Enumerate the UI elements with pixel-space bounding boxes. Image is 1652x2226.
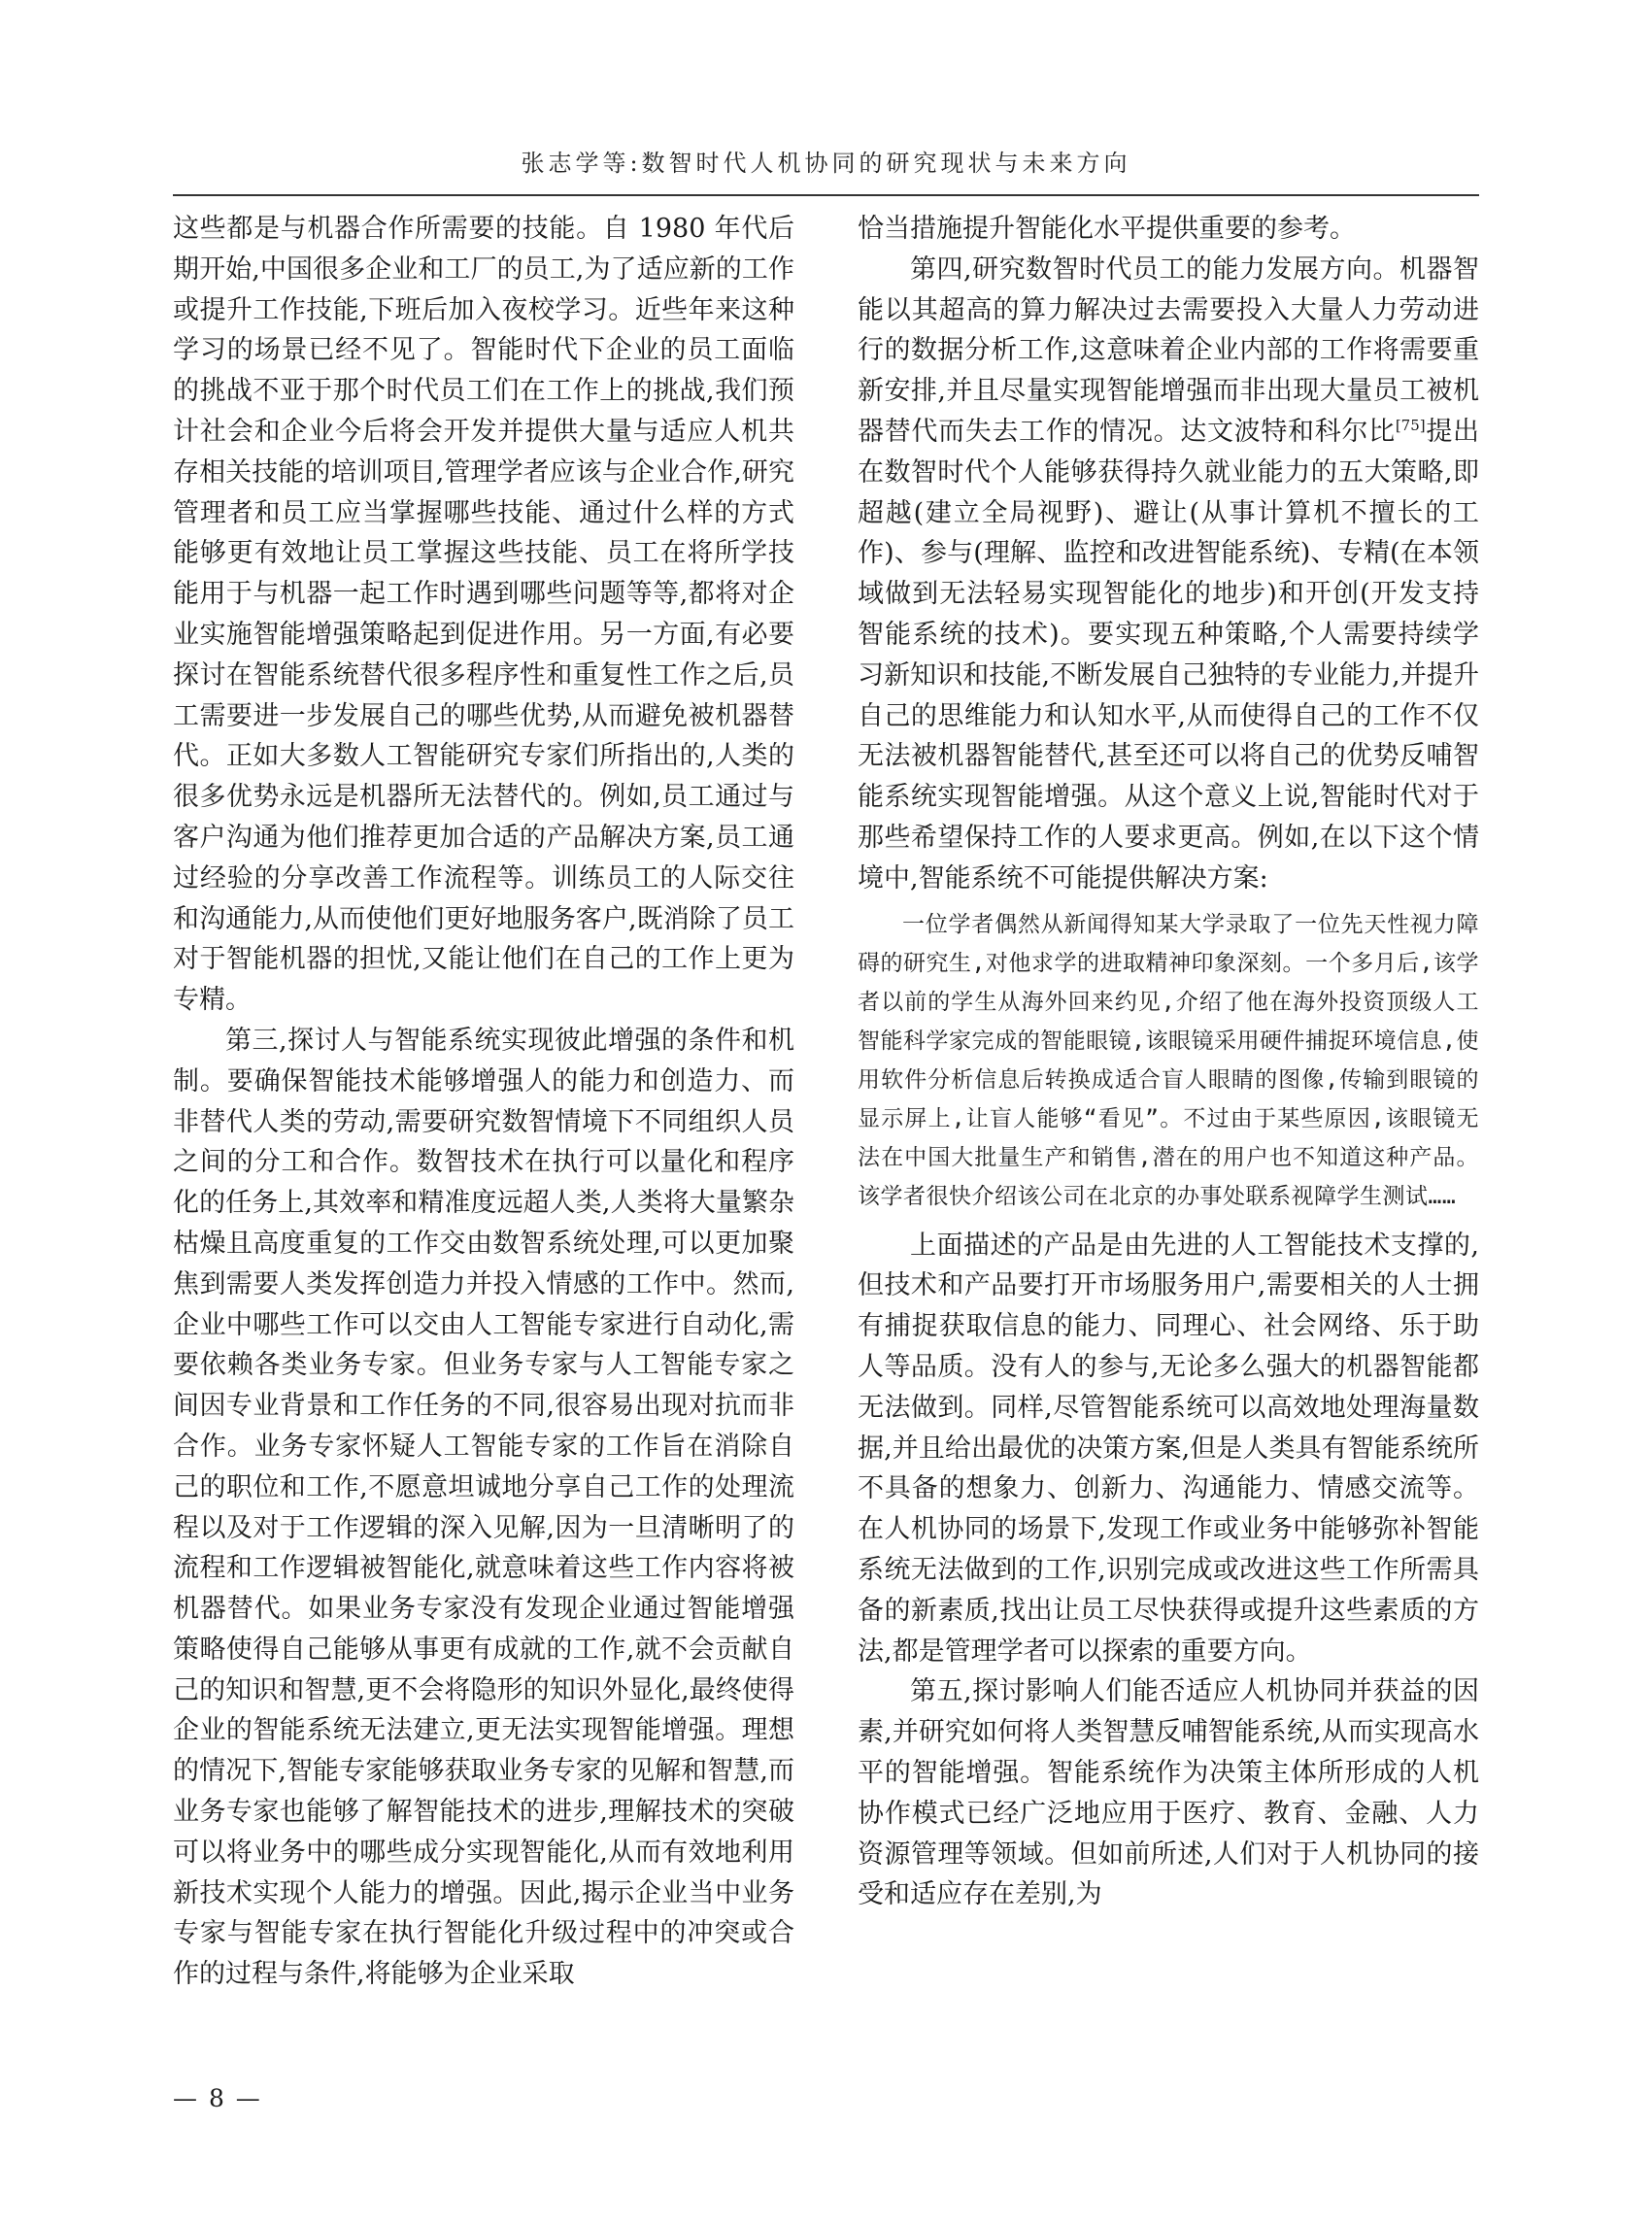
right-paragraph-2-text-a: 第四,研究数智时代员工的能力发展方向。机器智能以其超高的算力解决过去需要投入大量人力劳动进行的数据分析工作,这意味着企业内部的工作将需要重新安排,并且尽量实现智能增强而非出现大量员工被机器替代而失去工作的情况。达文波特和科尔比 — [858, 253, 1479, 447]
right-paragraph-3: 上面描述的产品是由先进的人工智能技术支撑的,但技术和产品要打开市场服务用户,需要相关的人士拥有捕捉获取信息的能力、同理心、社会网络、乐于助人等品质。没有人的参与,无论多么强大的机器智能都无法做到。同样,尽管智能系统可以高效地处理海量数据,并且给出最优的决策方案,但是人类具有智能系统所不具备的想象力、创新力、沟通能力、情感交流等。在人机协同的场景下,发现工作或业务中能够弥补智能系统无法做到的工作,识别完成或改进这些工作所需具备的新素质,找出让员工尽快获得或提升这些素质的方法,都是管理学者可以探索的重要方向。 — [858, 1230, 1479, 1667]
page-number: — 8 — — [173, 2084, 262, 2112]
right-paragraph-2-text-b: 提出在数智时代个人能够获得持久就业能力的五大策略,即超越(建立全局视野)、避让(从事计算机不擅长的工作)、参与(理解、监控和改进智能系统)、专精(在本领域做到无法轻易实现智能化的地步)和开创(开发支持智能系统的技术)。要实现五种策略,个人需要持续学习新知识和技能,不断发展自己独特的专业能力,并提升自己的思维能力和认知水平,从而使得自己的工作不仅无法被机器智能替代,甚至还可以将自己的优势反哺智能系统实现智能增强。从这个意义上说,智能时代对于那些希望保持工作的人要求更高。例如,在以下这个情境中,智能系统不可能提供解决方案: — [858, 416, 1479, 894]
right-paragraph-1: 恰当措施提升智能化水平提供重要的参考。 — [858, 214, 1356, 244]
right-paragraph-2 — [858, 250, 1479, 899]
left-paragraph-2: 第三,探讨人与智能系统实现彼此增强的条件和机制。要确保智能技术能够增强人的能力和创造力、而非替代人类的劳动,需要研究数智情境下不同组织人员之间的分工和合作。数智技术在执行可以量化和程序化的任务上,其效率和精准度远超人类,人类将大量繁杂枯燥且高度重复的工作交由数智系统处理,可以更加聚焦到需要人类发挥创造力并投入情感的工作中。然而,企业中哪些工作可以交由人工智能专家进行自动化,需要依赖各类业务专家。但业务专家与人工智能专家之间因专业背景和工作任务的不同,很容易出现对抗而非合作。业务专家怀疑人工智能专家的工作旨在消除自己的职位和工作,不愿意坦诚地分享自己工作的处理流程以及对于工作逻辑的深入见解,因为一旦清晰明了的流程和工作逻辑被智能化,就意味着这些工作内容将被机器替代。如果业务专家没有发现企业通过智能增强策略使得自己能够从事更有成就的工作,就不会贡献自己的知识和智慧,更不会将隐形的知识外显化,最终使得企业的智能系统无法建立,更无法实现智能增强。理想的情况下,智能专家能够获取业务专家的见解和智慧,而业务专家也能够了解智能技术的进步,理解技术的突破可以将业务中的哪些成分实现智能化,从而有效地利用新技术实现个人能力的增强。因此,揭示企业当中业务专家与智能专家在执行智能化升级过程中的冲突或合作的过程与条件,将能够为企业采取 — [173, 1025, 794, 1990]
citation-75: [75] — [1395, 416, 1426, 434]
running-header: 张志学等:数智时代人机协同的研究现状与未来方向 — [521, 150, 1131, 177]
header-rule — [173, 194, 1479, 196]
left-paragraph-1: 这些都是与机器合作所需要的技能。自 1980 年代后期开始,中国很多企业和工厂的员工,为了适应新的工作或提升工作技能,下班后加入夜校学习。近些年来这种学习的场景已经不见了。智能时代下企业的员工面临的挑战不亚于那个时代员工们在工作上的挑战,我们预计社会和企业今后将会开发并提供大量与适应人机共存相关技能的培训项目,管理学者应该与企业合作,研究管理者和员工应当掌握哪些技能、通过什么样的方式能够更有效地让员工掌握这些技能、员工在将所学技能用于与机器一起工作时遇到哪些问题等等,都将对企业实施智能增强策略起到促进作用。另一方面,有必要探讨在智能系统替代很多程序性和重复性工作之后,员工需要进一步发展自己的哪些优势,从而避免被机器替代。正如大多数人工智能研究专家们所指出的,人类的很多优势永远是机器所无法替代的。例如,员工通过与客户沟通为他们推荐更加合适的产品解决方案,员工通过经验的分享改善工作流程等。训练员工的人际交往和沟通能力,从而使他们更好地服务客户,既消除了员工对于智能机器的担忧,又能让他们在自己的工作上更为专精。 — [173, 214, 794, 1016]
right-paragraph-4: 第五,探讨影响人们能否适应人机协同并获益的因素,并研究如何将人类智慧反哺智能系统,从而实现高水平的智能增强。智能系统作为决策主体所形成的人机协作模式已经广泛地应用于医疗、教育、金融、人力资源管理等领域。但如前所述,人们对于人机协同的接受和适应存在差别,为 — [858, 1676, 1479, 1910]
right-column — [858, 209, 1479, 2059]
left-column — [173, 209, 794, 2059]
case-quote: 一位学者偶然从新闻得知某大学录取了一位先天性视力障碍的研究生,对他求学的进取精神印象深刻。一个多月后,该学者以前的学生从海外回来约见,介绍了他在海外投资顶级人工智能科学家完成的智能眼镜,该眼镜采用硬件捕捉环境信息,使用软件分析信息后转换成适合盲人眼睛的图像,传输到眼镜的显示屏上,让盲人能够“看见”。不过由于某些原因,该眼镜无法在中国大批量生产和销售,潜在的用户也不知道这种产品。该学者很快介绍该公司在北京的办事处联系视障学生测试…… — [858, 911, 1479, 1209]
